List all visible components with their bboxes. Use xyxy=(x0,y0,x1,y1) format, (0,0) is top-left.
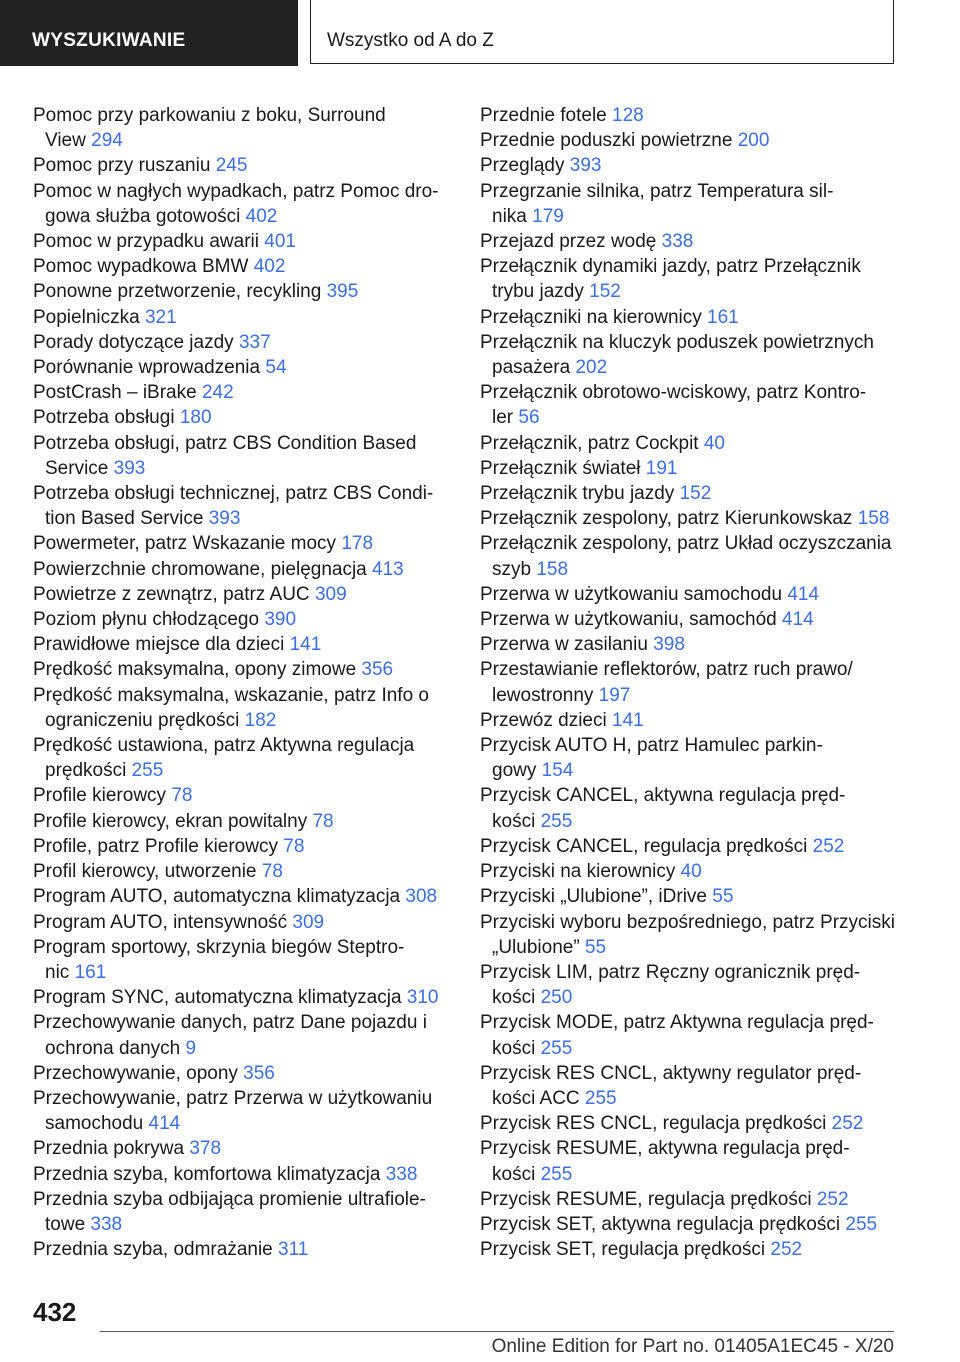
page-reference-link[interactable]: 197 xyxy=(598,684,631,706)
index-term: Przełącznik trybu jazdy xyxy=(480,483,675,505)
index-term: Przycisk RES CNCL, regulacja prędkości xyxy=(480,1113,827,1135)
index-term: pasażera xyxy=(492,357,571,379)
index-term: kości ACC xyxy=(492,1087,580,1109)
page-reference-link[interactable]: 202 xyxy=(575,357,608,379)
page-reference-link[interactable]: 252 xyxy=(816,1188,849,1210)
page-reference-link[interactable]: 413 xyxy=(372,558,404,580)
index-entry xyxy=(480,1212,910,1237)
index-term: Pomoc w nagłych wypadkach, patrz Pomoc dro- xyxy=(33,180,439,202)
index-term: kości xyxy=(492,1163,536,1185)
index-term: ograniczeniu prędkości xyxy=(45,709,240,731)
index-term: nika xyxy=(492,205,527,227)
index-term: Przełącznik, patrz Cockpit xyxy=(480,432,699,454)
index-entry xyxy=(480,153,910,178)
page-reference-link[interactable]: 414 xyxy=(787,583,820,605)
index-term: Profil kierowcy, utworzenie xyxy=(33,861,257,883)
index-entry xyxy=(480,632,910,657)
index-entry xyxy=(33,683,453,733)
section-tab[interactable]: WYSZUKIWANIE xyxy=(0,0,298,66)
index-term: Potrzeba obsługi, patrz CBS Condition Based xyxy=(33,432,417,454)
page-reference-link[interactable]: 393 xyxy=(569,155,602,177)
page-reference-link[interactable]: 158 xyxy=(536,558,569,580)
index-entry xyxy=(480,254,910,304)
index-term: Przełącznik dynamiki jazdy, patrz Przełącznik xyxy=(480,256,861,278)
page-reference-link[interactable]: 78 xyxy=(171,785,193,807)
page-reference-link[interactable]: 242 xyxy=(201,382,234,404)
page-reference-link[interactable]: 78 xyxy=(261,861,283,883)
page-reference-link[interactable]: 182 xyxy=(244,709,277,731)
page-reference-link[interactable]: 294 xyxy=(91,130,123,152)
index-term: Program AUTO, intensywność xyxy=(33,911,288,933)
page-reference-link[interactable]: 255 xyxy=(131,760,164,782)
page-reference-link[interactable]: 414 xyxy=(148,1113,181,1135)
index-term: Potrzeba obsługi technicznej, patrz CBS Condi- xyxy=(33,483,434,505)
index-entry xyxy=(33,657,453,682)
index-term: Przełącznik zespolony, patrz Kierunkowskaz xyxy=(480,508,853,530)
page-reference-link[interactable]: 255 xyxy=(540,1037,573,1059)
index-entry xyxy=(480,1187,910,1212)
index-term: Przyciski wyboru bezpośredniego, patrz Przyciski xyxy=(480,911,895,933)
index-term: Przednie fotele xyxy=(480,105,607,126)
index-term: samochodu xyxy=(45,1113,144,1135)
index-term: Przewóz dzieci xyxy=(480,709,607,731)
index-term: szyb xyxy=(492,558,532,580)
page-reference-link[interactable]: 401 xyxy=(264,231,296,253)
index-term: ler xyxy=(492,407,514,429)
index-term: Powietrze z zewnątrz, patrz AUC xyxy=(33,583,310,605)
page-reference-link[interactable]: 141 xyxy=(289,634,322,656)
index-entry xyxy=(33,935,453,985)
page-reference-link[interactable]: 378 xyxy=(189,1138,222,1160)
index-term: towe xyxy=(45,1213,86,1235)
index-term: Porównanie wprowadzenia xyxy=(33,357,261,379)
index-entry xyxy=(33,1237,453,1262)
index-term: Przednia szyba, odmrażanie xyxy=(33,1239,273,1261)
index-term: Pomoc przy ruszaniu xyxy=(33,155,211,177)
index-entry xyxy=(33,305,453,330)
index-term: Program SYNC, automatyczna klimatyzacja xyxy=(33,987,402,1009)
index-entry xyxy=(33,582,453,607)
page-reference-link[interactable]: 255 xyxy=(584,1087,617,1109)
index-term: Przednie poduszki powietrzne xyxy=(480,130,733,152)
index-entry xyxy=(33,910,453,935)
index-term: kości xyxy=(492,810,536,832)
page-reference-link[interactable]: 180 xyxy=(179,407,212,429)
index-entry xyxy=(480,330,910,380)
page-reference-link[interactable]: 311 xyxy=(278,1239,309,1261)
page-reference-link[interactable]: 255 xyxy=(540,1163,573,1185)
index-term: Popielniczka xyxy=(33,306,140,328)
index-term: Przycisk RESUME, regulacja prędkości xyxy=(480,1188,812,1210)
index-entry xyxy=(33,783,453,808)
index-entry xyxy=(33,254,453,279)
index-term: Przednia pokrywa xyxy=(33,1138,185,1160)
index-entry xyxy=(480,859,910,884)
page-reference-link[interactable]: 252 xyxy=(770,1239,803,1261)
index-entry xyxy=(480,380,910,430)
index-term: Przełącznik świateł xyxy=(480,457,641,479)
page-reference-link[interactable]: 78 xyxy=(312,810,334,832)
index-term: Przerwa w użytkowaniu, samochód xyxy=(480,609,777,631)
page-reference-link[interactable]: 78 xyxy=(283,835,305,857)
index-entry xyxy=(480,431,910,456)
page-reference-link[interactable]: 310 xyxy=(406,987,439,1009)
page-reference-link[interactable]: 255 xyxy=(845,1213,878,1235)
index-term: „Ulubione” xyxy=(492,936,580,958)
page-reference-link[interactable]: 55 xyxy=(712,886,734,908)
index-term: Przełącznik obrotowo-wciskowy, patrz Kontro- xyxy=(480,382,867,404)
index-term: Przerwa w zasilaniu xyxy=(480,634,648,656)
index-term: Przechowywanie danych, patrz Dane pojazdu i xyxy=(33,1012,427,1034)
index-term: Przerwa w użytkowaniu samochodu xyxy=(480,583,783,605)
footer-divider xyxy=(100,1331,894,1332)
index-entry xyxy=(480,531,910,581)
index-term: Przełącznik na kluczyk poduszek powietrznych xyxy=(480,331,874,353)
page-reference-link[interactable]: 338 xyxy=(385,1163,418,1185)
index-entry xyxy=(33,1187,453,1237)
index-entry xyxy=(480,128,910,153)
index-entry xyxy=(480,783,910,833)
index-entry xyxy=(480,834,910,859)
index-term: Przycisk AUTO H, patrz Hamulec parkin- xyxy=(480,735,823,757)
index-entry xyxy=(480,733,910,783)
index-term: Profile kierowcy xyxy=(33,785,167,807)
page-reference-link[interactable]: 245 xyxy=(215,155,248,177)
index-entry xyxy=(33,884,453,909)
index-entry xyxy=(480,607,910,632)
index-entry xyxy=(480,103,910,128)
index-entry xyxy=(480,481,910,506)
page-reference-link[interactable]: 321 xyxy=(144,306,177,328)
index-term: Pomoc w przypadku awarii xyxy=(33,231,259,253)
index-entry xyxy=(480,708,910,733)
index-term: Przycisk CANCEL, aktywna regulacja pręd- xyxy=(480,785,846,807)
page-reference-link[interactable]: 398 xyxy=(653,634,685,656)
page-reference-link[interactable]: 414 xyxy=(782,609,814,631)
index-entry xyxy=(33,103,453,153)
index-entry xyxy=(33,405,453,430)
index-term: kości xyxy=(492,987,536,1009)
index-term: Pomoc wypadkowa BMW xyxy=(33,256,249,278)
index-entry xyxy=(33,1086,453,1136)
index-term: Pomoc przy parkowaniu z boku, Surround xyxy=(33,105,386,126)
index-entry xyxy=(33,733,453,783)
index-entry xyxy=(480,179,910,229)
index-term: kości xyxy=(492,1037,536,1059)
index-term: Potrzeba obsługi xyxy=(33,407,175,429)
index-entry xyxy=(33,330,453,355)
index-entry xyxy=(480,884,910,909)
index-term: Przechowywanie, patrz Przerwa w użytkowaniu xyxy=(33,1087,433,1109)
index-entry xyxy=(480,1061,910,1111)
page-reference-link[interactable]: 191 xyxy=(645,457,678,479)
index-term: Program sportowy, skrzynia biegów Steptro- xyxy=(33,936,405,958)
index-term: Ponowne przetworzenie, recykling xyxy=(33,281,322,303)
index-term: Profile kierowcy, ekran powitalny xyxy=(33,810,308,832)
index-term: Przechowywanie, opony xyxy=(33,1062,238,1084)
page-reference-link[interactable]: 179 xyxy=(532,205,564,227)
page-reference-link[interactable]: 161 xyxy=(74,961,107,983)
index-entry xyxy=(33,834,453,859)
page-reference-link[interactable]: 393 xyxy=(208,508,241,530)
index-term: Przednia szyba odbijająca promienie ultrafiole- xyxy=(33,1188,426,1210)
index-entry xyxy=(480,305,910,330)
index-entry xyxy=(480,229,910,254)
page-reference-link[interactable]: 56 xyxy=(518,407,540,429)
index-term: Przycisk CANCEL, regulacja prędkości xyxy=(480,835,808,857)
index-term: Prędkość maksymalna, opony zimowe xyxy=(33,659,357,681)
index-term: Service xyxy=(45,457,109,479)
index-term: Przeglądy xyxy=(480,155,565,177)
index-entry xyxy=(33,632,453,657)
index-entry xyxy=(480,657,910,707)
index-term: Powierzchnie chromowane, pielęgnacja xyxy=(33,558,367,580)
page-reference-link[interactable]: 255 xyxy=(540,810,573,832)
index-entry xyxy=(33,279,453,304)
page-reference-link[interactable]: 9 xyxy=(185,1037,197,1059)
index-entry xyxy=(33,809,453,834)
index-entry xyxy=(33,985,453,1010)
index-column-right xyxy=(480,103,910,1262)
page-reference-link[interactable]: 252 xyxy=(831,1113,864,1135)
index-term: Przegrzanie silnika, patrz Temperatura sil- xyxy=(480,180,834,202)
index-term: Przycisk SET, aktywna regulacja prędkości xyxy=(480,1213,841,1235)
index-entry xyxy=(33,531,453,556)
page-reference-link[interactable]: 308 xyxy=(405,886,438,908)
index-term: trybu jazdy xyxy=(492,281,584,303)
index-entry xyxy=(33,380,453,405)
index-term: Prędkość ustawiona, patrz Aktywna regulacja xyxy=(33,735,415,757)
page-reference-link[interactable]: 250 xyxy=(540,987,573,1009)
page-reference-link[interactable]: 356 xyxy=(361,659,394,681)
index-entry xyxy=(33,229,453,254)
index-term: Przejazd przez wodę xyxy=(480,231,657,253)
index-term: Przyciski na kierownicy xyxy=(480,861,676,883)
index-term: tion Based Service xyxy=(45,508,204,530)
index-column-left xyxy=(33,103,453,1262)
chapter-title-tab[interactable]: Wszystko od A do Z xyxy=(310,0,894,64)
index-term: Przycisk RES CNCL, aktywny regulator pręd- xyxy=(480,1062,862,1084)
page-reference-link[interactable]: 152 xyxy=(589,281,621,303)
page-reference-link[interactable]: 402 xyxy=(253,256,286,278)
page-reference-link[interactable]: 402 xyxy=(245,205,278,227)
index-term: Poziom płynu chłodzącego xyxy=(33,609,260,631)
page-reference-link[interactable]: 200 xyxy=(737,130,770,152)
index-term: View xyxy=(45,130,86,152)
page-reference-link[interactable]: 395 xyxy=(326,281,359,303)
page-number: 432 xyxy=(33,1297,77,1327)
page-reference-link[interactable]: 356 xyxy=(243,1062,275,1084)
index-entry xyxy=(33,1010,453,1060)
index-term: Prawidłowe miejsce dla dzieci xyxy=(33,634,285,656)
page-reference-link[interactable]: 158 xyxy=(857,508,890,530)
index-entry xyxy=(33,1136,453,1161)
index-term: Przycisk LIM, patrz Ręczny ogranicznik pręd- xyxy=(480,961,861,983)
index-term: Przełączniki na kierownicy xyxy=(480,306,702,328)
index-entry xyxy=(33,557,453,582)
index-entry xyxy=(33,607,453,632)
index-entry xyxy=(33,1162,453,1187)
index-term: Prędkość maksymalna, wskazanie, patrz Info o xyxy=(33,684,430,706)
index-entry xyxy=(480,910,910,960)
page-reference-link[interactable]: 161 xyxy=(707,306,739,328)
page-reference-link[interactable]: 338 xyxy=(90,1213,123,1235)
index-term: Przestawianie reflektorów, patrz ruch prawo/ xyxy=(480,659,853,681)
index-entry xyxy=(480,506,910,531)
page-reference-link[interactable]: 40 xyxy=(703,432,725,454)
index-term: gowa służba gotowości xyxy=(45,205,241,227)
index-entry xyxy=(480,1136,910,1186)
page-reference-link[interactable]: 252 xyxy=(812,835,845,857)
index-term: Przednia szyba, komfortowa klimatyzacja xyxy=(33,1163,381,1185)
page-header xyxy=(0,0,960,66)
index-term: gowy xyxy=(492,760,537,782)
index-term: Przycisk SET, regulacja prędkości xyxy=(480,1239,766,1261)
index-entry xyxy=(33,355,453,380)
index-entry xyxy=(480,960,910,1010)
index-term: lewostronny xyxy=(492,684,594,706)
index-term: ochrona danych xyxy=(45,1037,181,1059)
index-term: Profile, patrz Profile kierowcy xyxy=(33,835,278,857)
page-reference-link[interactable]: 393 xyxy=(113,457,146,479)
index-term: nic xyxy=(45,961,70,983)
page-reference-link[interactable]: 178 xyxy=(341,533,374,555)
index-entry xyxy=(33,859,453,884)
index-entry xyxy=(480,1237,910,1262)
page-reference-link[interactable]: 154 xyxy=(541,760,574,782)
index-term: Przycisk MODE, patrz Aktywna regulacja pręd- xyxy=(480,1012,874,1034)
index-entry xyxy=(33,1061,453,1086)
page-reference-link[interactable]: 390 xyxy=(264,609,297,631)
page-reference-link[interactable]: 128 xyxy=(612,105,644,126)
page-reference-link[interactable]: 141 xyxy=(612,709,644,731)
page-reference-link[interactable]: 54 xyxy=(265,357,287,379)
page-reference-link[interactable]: 337 xyxy=(238,331,271,353)
footer-edition-text: Online Edition for Part no. 01405A1EC45 - X/20 xyxy=(491,1336,894,1357)
index-term: Przełącznik zespolony, patrz Układ oczyszczania xyxy=(480,533,892,555)
index-term: Przyciski „Ulubione”, iDrive xyxy=(480,886,707,908)
page-reference-link[interactable]: 55 xyxy=(584,936,607,958)
index-entry xyxy=(480,582,910,607)
index-entry xyxy=(33,481,453,531)
page-reference-link[interactable]: 309 xyxy=(292,911,325,933)
page-reference-link[interactable]: 40 xyxy=(680,861,702,883)
index-entry xyxy=(480,1010,910,1060)
index-entry xyxy=(33,153,453,178)
index-term: Przycisk RESUME, aktywna regulacja pręd- xyxy=(480,1138,850,1160)
page-reference-link[interactable]: 338 xyxy=(661,231,694,253)
index-entry xyxy=(480,456,910,481)
page-reference-link[interactable]: 152 xyxy=(679,483,712,505)
index-term: Porady dotyczące jazdy xyxy=(33,331,234,353)
index-entry xyxy=(480,1111,910,1136)
index-term: PostCrash – iBrake xyxy=(33,382,197,404)
index-term: Powermeter, patrz Wskazanie mocy xyxy=(33,533,337,555)
page-reference-link[interactable]: 309 xyxy=(314,583,347,605)
index-entry xyxy=(33,431,453,481)
index-entry xyxy=(33,179,453,229)
index-term: prędkości xyxy=(45,760,127,782)
index-term: Program AUTO, automatyczna klimatyzacja xyxy=(33,886,401,908)
